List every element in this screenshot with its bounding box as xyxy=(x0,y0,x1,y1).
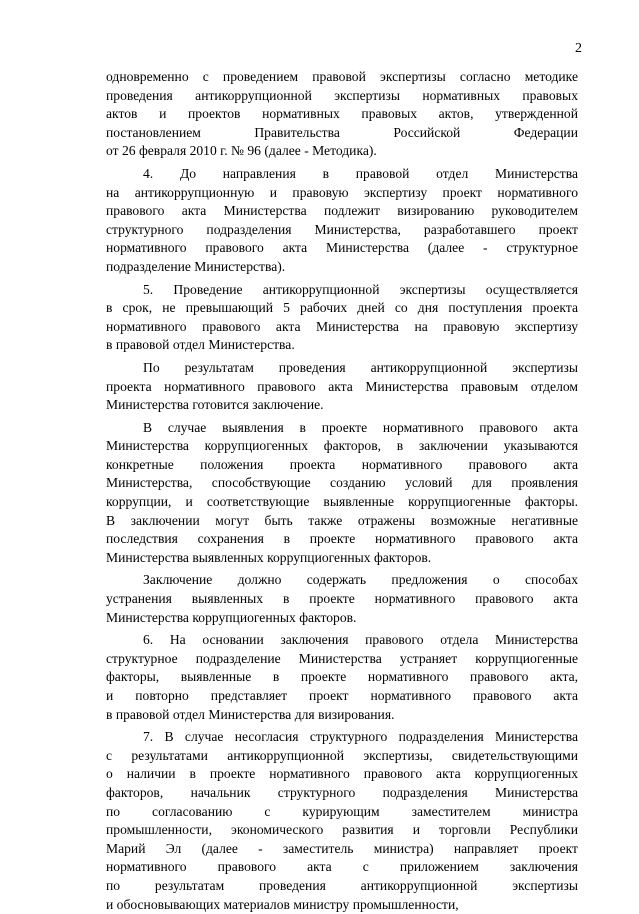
text-line: факторов, начальник структурного подразделения Министерства xyxy=(106,784,578,800)
text-line: устранения выявленных в проекте нормативного правового акта xyxy=(106,591,578,607)
text-line: и повторно представляет проект нормативного правового акта xyxy=(106,688,578,703)
text-line: нормативного правового акта Министерства на правовую экспертизу xyxy=(106,318,578,334)
text-line: Министерства коррупциогенных факторов. xyxy=(106,609,357,625)
text-line: Марий Эл (далее - заместитель министра) направляет проект xyxy=(106,840,578,856)
text-line: с результатами антикоррупционной экспертизы, свидетельствующими xyxy=(106,747,578,763)
document-body xyxy=(106,68,578,914)
text-line: о наличии в проекте нормативного правового акта коррупциогенных xyxy=(106,766,578,782)
page-number: 2 xyxy=(575,41,582,56)
text-line: 5. Проведение антикоррупционной экспертизы осуществляется xyxy=(143,281,578,297)
text-line: структурного подразделения Министерства, разработавшего проект xyxy=(106,221,578,237)
text-line: Заключение должно содержать предложения о способах xyxy=(143,572,578,588)
text-line: конкретные положения проекта нормативного правового акта xyxy=(106,456,578,472)
text-line: проведения антикоррупционной экспертизы нормативных правовых xyxy=(106,87,578,103)
text-line: на антикоррупционную и правовую экспертизу проект нормативного xyxy=(106,184,578,200)
text-line: В случае выявления в проекте нормативного правового акта xyxy=(143,419,578,435)
text-line: правового акта Министерства подлежит визированию руководителем xyxy=(106,203,578,219)
text-line: в срок, не превышающий 5 рабочих дней со дня поступления проекта xyxy=(106,300,578,316)
text-line: постановлением Правительства Российской Федерации xyxy=(106,124,578,140)
paragraph xyxy=(106,281,578,355)
paragraph xyxy=(106,419,578,568)
text-line: коррупции, и соответствующие выявленные коррупциогенные факторы. xyxy=(106,494,578,510)
text-line: Министерства готовится заключение. xyxy=(106,397,324,413)
text-line: По результатам проведения антикоррупционной экспертизы xyxy=(143,359,578,375)
text-line: В заключении могут быть также отражены возможные негативные xyxy=(106,512,578,528)
paragraph xyxy=(106,359,578,415)
text-line: по результатам проведения антикоррупционной экспертизы xyxy=(106,877,578,893)
text-line: и обосновывающих материалов министру промышленности, xyxy=(106,896,459,912)
paragraph xyxy=(106,571,578,627)
text-line: в правовой отдел Министерства для визирования. xyxy=(106,706,395,722)
paragraph xyxy=(106,728,578,914)
text-line: последствия сохранения в проекте нормативного правового акта xyxy=(106,531,578,547)
text-line: нормативного правового акта Министерства (далее - структурное xyxy=(106,240,578,256)
paragraph xyxy=(106,165,578,277)
paragraph xyxy=(106,68,578,161)
text-line: 4. До направления в правовой отдел Министерства xyxy=(143,165,578,181)
text-line: Министерства выявленных коррупциогенных факторов. xyxy=(106,549,432,565)
text-line: в правовой отдел Министерства. xyxy=(106,337,295,353)
text-line: актов и проектов нормативных правовых актов, утвержденной xyxy=(106,106,578,122)
text-line: Министерства коррупциогенных факторов, в заключении указываются xyxy=(106,438,578,454)
text-line: факторы, выявленные в проекте нормативного правового акта, xyxy=(106,669,578,685)
text-line: структурное подразделение Министерства устраняет коррупциогенные xyxy=(106,650,578,666)
text-line: Министерства, способствующие созданию условий для проявления xyxy=(106,475,578,491)
text-line: 6. На основании заключения правового отдела Министерства xyxy=(143,632,578,648)
text-line: 7. В случае несогласия структурного подразделения Министерства xyxy=(143,729,578,745)
text-line: одновременно с проведением правовой экспертизы согласно методике xyxy=(106,69,578,84)
text-line: проекта нормативного правового акта Министерства правовым отделом xyxy=(106,378,578,394)
paragraph xyxy=(106,631,578,724)
text-line: нормативного правового акта с приложением заключения xyxy=(106,859,578,875)
text-line: от 26 февраля 2010 г. № 96 (далее - Методика). xyxy=(106,143,377,159)
text-line: подразделение Министерства). xyxy=(106,258,286,274)
text-line: по согласованию с курирующим заместителем министра xyxy=(106,803,578,819)
text-line: промышленности, экономического развития и торговли Республики xyxy=(106,822,578,838)
